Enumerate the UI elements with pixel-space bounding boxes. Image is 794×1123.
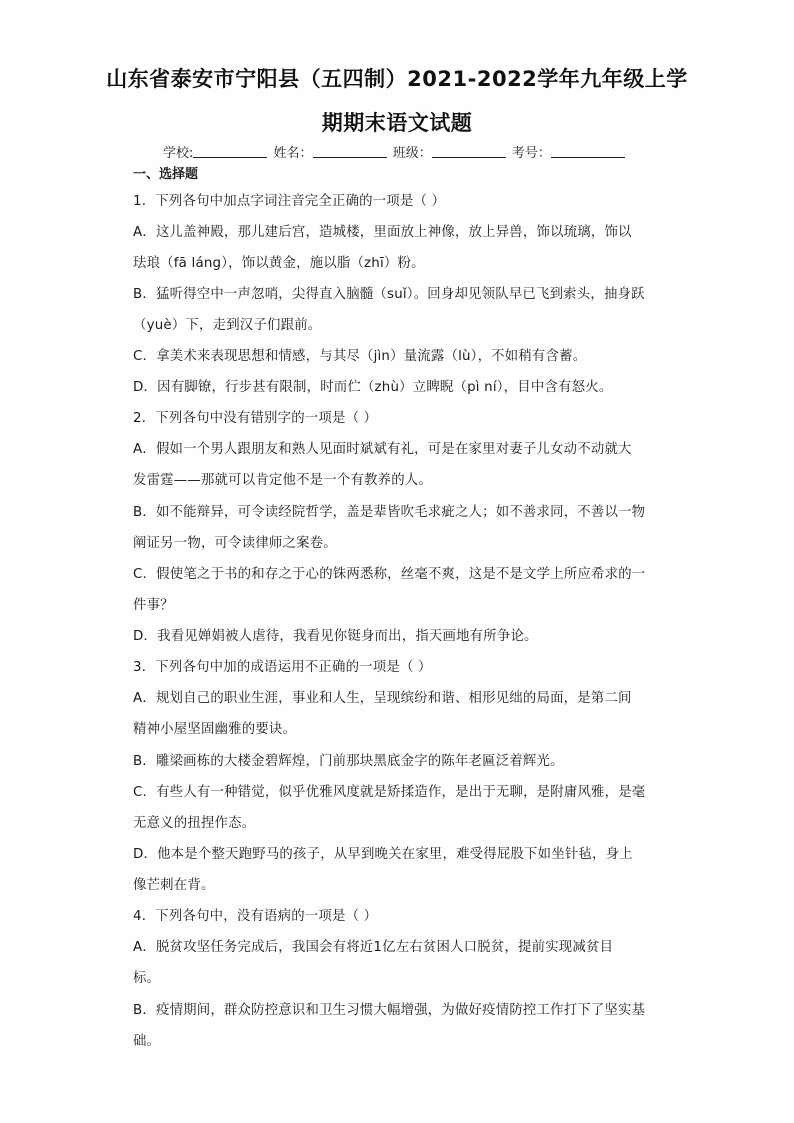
question-4-option-b-line-1: B．疫情期间，群众防控意识和卫生习惯大幅增强，为做好疫情防控工作打下了坚实基 <box>133 1003 646 1018</box>
question-4-option-a-line-2: 标。 <box>133 971 161 986</box>
question-1-option-a-line-2: 珐琅（fā láng），饰以黄金，施以脂（zhī）粉。 <box>133 256 425 271</box>
name-label: 姓名： <box>273 146 313 161</box>
question-3-option-c-line-1: C．有些人有一种错觉，似乎优雅风度就是矫揉造作，是出于无聊，是附庸风雅，是毫 <box>133 785 646 800</box>
exam-number-blank <box>551 144 625 158</box>
question-3-stem: 3．下列各句中加的成语运用不正确的一项是（ ） <box>133 660 432 675</box>
section-heading: 一、选择题 <box>133 167 199 182</box>
question-2-option-b-line-2: 阐证另一物，可令读律师之案卷。 <box>133 536 337 551</box>
question-2-option-d: D．我看见婵娟被人虐待，我看见你铤身而出，指天画地有所争论。 <box>133 629 538 644</box>
question-2-option-c-line-2: 件事？ <box>133 598 174 613</box>
question-4-stem: 4．下列各句中，没有语病的一项是（ ） <box>133 909 378 924</box>
question-4-option-a-line-1: A．脱贫攻坚任务完成后，我国会有将近1亿左右贫困人口脱贫，提前实现减贫目 <box>133 940 614 955</box>
question-3-option-a-line-1: A．规划自己的职业生涯，事业和人生，呈现缤纷和谐、相形见绌的局面，是第二间 <box>133 691 632 706</box>
question-2-option-c-line-1: C．假使笔之于书的和存之于心的铢两悉称，丝毫不爽，这是不是文学上所应希求的一 <box>133 567 646 582</box>
question-2-option-b-line-1: B．如不能辩异，可令读经院哲学，盖是辈皆吹毛求疵之人；如不善求同，不善以一物 <box>133 505 646 520</box>
question-1-option-b-line-2: （yuè）下，走到汉子们跟前。 <box>133 318 322 333</box>
class-blank <box>432 144 506 158</box>
question-1-option-b-line-1: B．猛听得空中一声忽哨，尖得直入脑髓（suǐ）。回身却见领队早已飞到索头，抽身跃 <box>133 287 645 302</box>
question-1-option-c: C．拿美术来表现思想和情感，与其尽（jìn）量流露（lù），不如稍有含蓄。 <box>133 349 587 364</box>
school-label: 学校: <box>163 146 194 161</box>
question-3-option-c-line-2: 无意义的扭捏作态。 <box>133 816 256 831</box>
student-info-row <box>163 144 627 163</box>
question-1-option-d: D．因有脚镣，行步甚有限制，时而伫（zhù）立睥睨（pì ní），目中含有怒火。 <box>133 380 613 395</box>
question-3-option-d-line-1: D．他本是个整天跑野马的孩子，从早到晚关在家里，难受得屁股下如坐针毡，身上 <box>133 847 633 862</box>
question-2-option-a-line-2: 发雷霆——那就可以肯定他不是一个有教养的人。 <box>133 473 432 488</box>
class-label: 班级： <box>392 146 432 161</box>
page-title-line-2: 期期末语文试题 <box>321 111 473 135</box>
question-3-option-a-line-2: 精神小屋坚固幽雅的要诀。 <box>133 722 297 737</box>
exam-number-label: 考号： <box>511 146 551 161</box>
question-3-option-b: B．雕梁画栋的大楼金碧辉煌，门前那块黑底金字的陈年老匾泛着辉光。 <box>133 754 564 769</box>
question-2-option-a-line-1: A．假如一个男人跟朋友和熟人见面时斌斌有礼，可是在家里对妻子儿女动不动就大 <box>133 442 632 457</box>
question-2-stem: 2．下列各句中没有错别字的一项是（ ） <box>133 411 378 426</box>
name-blank <box>313 144 387 158</box>
school-blank <box>193 144 267 158</box>
question-1-option-a-line-1: A．这儿盖神殿，那儿建后宫，造城楼，里面放上神像，放上异兽，饰以琉璃，饰以 <box>133 225 632 240</box>
question-4-option-b-line-2: 础。 <box>133 1034 161 1049</box>
page-title-line-1: 山东省泰安市宁阳县（五四制）2021-2022学年九年级上学 <box>106 67 688 91</box>
question-1-stem: 1．下列各句中加点字词注音完全正确的一项是（ ） <box>133 194 446 209</box>
question-3-option-d-line-2: 像芒刺在背。 <box>133 878 215 893</box>
